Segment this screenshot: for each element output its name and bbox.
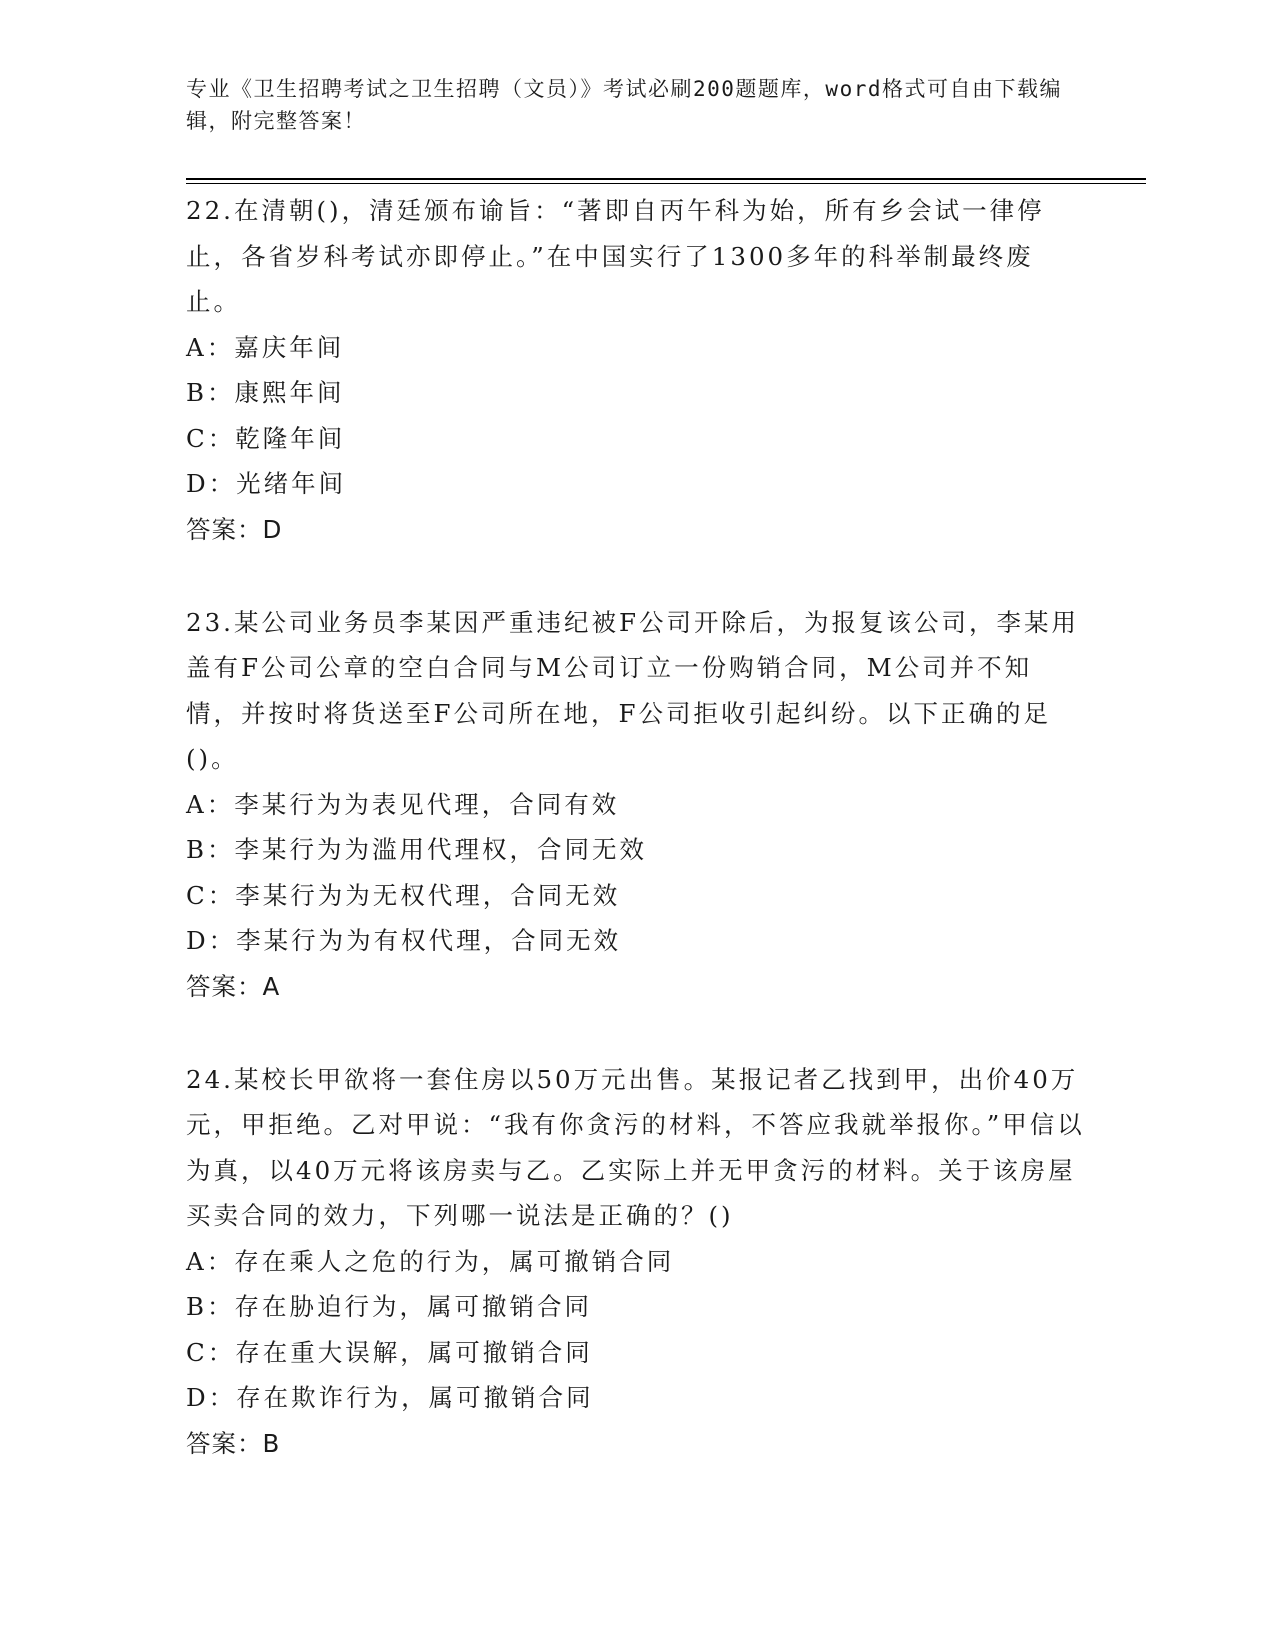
option-a: A：存在乘人之危的行为，属可撤销合同 (186, 1246, 675, 1276)
answer-line: 答案：A (186, 971, 281, 1001)
header-divider-thin (186, 183, 1146, 184)
question-stem: 23.某公司业务员李某因严重违纪被F公司开除后，为报复该公司，李某用盖有F公司公章的空白合同与M公司订立一份购销合同，M公司并不知情，并按时将货送至F公司所在地，F公司拒收引起纠纷。以下正确的足()。 (186, 607, 1079, 773)
option-d: D：李某行为为有权代理，合同无效 (186, 926, 622, 955)
option-c: C：李某行为为无权代理，合同无效 (186, 880, 621, 910)
answer-line: 答案：D (186, 514, 283, 544)
question-22 (186, 188, 1086, 553)
question-list (186, 188, 1086, 1514)
option-b: B：康熙年间 (186, 378, 345, 407)
document-header: 专业《卫生招聘考试之卫生招聘（文员）》考试必刷200题题库，word格式可自由下载编辑，附完整答案！ (186, 77, 1062, 133)
option-c: C：乾隆年间 (186, 423, 346, 453)
option-b: B：存在胁迫行为，属可撤销合同 (186, 1292, 593, 1321)
option-a: A：李某行为为表见代理，合同有效 (186, 789, 620, 819)
question-stem: 24.某校长甲欲将一套住房以50万元出售。某报记者乙找到甲，出价40万元，甲拒绝。乙对甲说：“我有你贪污的材料，不答应我就举报你。”甲信以为真，以40万元将该房卖与乙。乙实际上并无甲贪污的材料。关于该房屋买卖合同的效力，下列哪一说法是正确的？() (186, 1064, 1085, 1230)
header-divider-thick (186, 178, 1146, 180)
option-c: C：存在重大误解，属可撤销合同 (186, 1337, 593, 1367)
option-d: D：存在欺诈行为，属可撤销合同 (186, 1383, 594, 1412)
option-a: A：嘉庆年间 (186, 332, 345, 362)
option-b: B：李某行为为滥用代理权，合同无效 (186, 835, 648, 864)
question-23 (186, 600, 1086, 1010)
answer-line: 答案：B (186, 1428, 281, 1458)
question-24 (186, 1057, 1086, 1467)
option-d: D：光绪年间 (186, 469, 347, 498)
question-stem: 22.在清朝()，清廷颁布谕旨：“著即自丙午科为始，所有乡会试一律停止，各省岁科考试亦即停止。”在中国实行了1300多年的科举制最终废止。 (186, 196, 1045, 316)
